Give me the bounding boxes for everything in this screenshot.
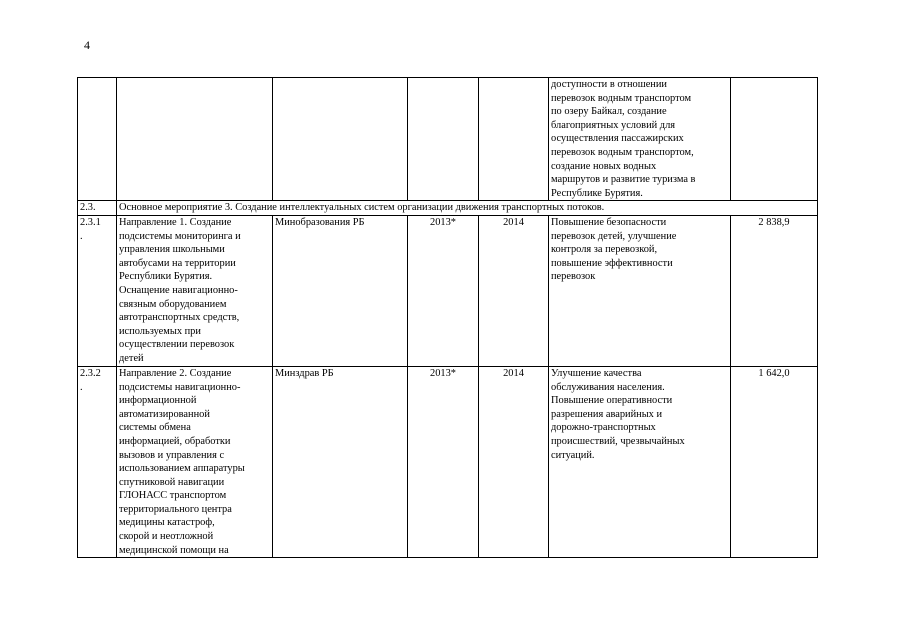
- cell-amount: [731, 78, 818, 201]
- cell-end-year: [479, 78, 549, 201]
- cell-expected-result: Улучшение качества обслуживания населения. Повышение оперативности разрешения аварийных и дорожно-транспортных происшествий, чрезвычайных ситуаций.: [549, 366, 731, 557]
- cell-amount: 1 642,0: [731, 366, 818, 557]
- cell-end-year: 2014: [479, 366, 549, 557]
- cell-expected-result: доступности в отношении перевозок водным транспортом по озеру Байкал, создание благоприятных условий для осуществления пассажирских перевозок водным транспортом, создание новых водных маршрутов и развитие туризма в Республике Бурятия.: [549, 78, 731, 201]
- cell-name: Направление 1. Создание подсистемы мониторинга и управления школьными автобусами на территории Республики Бурятия. Оснащение навигационно- связным оборудованием автотранспортных средств, используемых при осуществлении перевозок детей: [117, 215, 273, 366]
- cell-number: [78, 78, 117, 201]
- cell-start-year: 2013*: [408, 215, 479, 366]
- table-row-2-3-2: [78, 366, 818, 557]
- cell-start-year: 2013*: [408, 366, 479, 557]
- cell-number: 2.3.1 .: [78, 215, 117, 366]
- cell-amount: 2 838,9: [731, 215, 818, 366]
- table-row-2-3-1: [78, 215, 818, 366]
- cell-expected-result: Повышение безопасности перевозок детей, улучшение контроля за перевозкой, повышение эффективности перевозок: [549, 215, 731, 366]
- measures-table: [77, 77, 818, 558]
- cell-number: 2.3.2 .: [78, 366, 117, 557]
- cell-name: Направление 2. Создание подсистемы навигационно- информационной автоматизированной системы обмена информацией, обработки вызовов и управления с использованием аппаратуры спутниковой навигации ГЛОНАСС транспортом территориального центра медицины катастроф, скорой и неотложной медицинской помощи на: [117, 366, 273, 557]
- cell-measure-title: Основное мероприятие 3. Создание интеллектуальных систем организации движения транспортных потоков.: [117, 201, 818, 216]
- cell-executor: [273, 78, 408, 201]
- cell-name: [117, 78, 273, 201]
- cell-executor: Минобразования РБ: [273, 215, 408, 366]
- cell-number: 2.3.: [78, 201, 117, 216]
- table-row-main-measure: [78, 201, 818, 216]
- page-number: 4: [84, 38, 90, 52]
- cell-start-year: [408, 78, 479, 201]
- cell-executor: Минздрав РБ: [273, 366, 408, 557]
- table-row-continuation: [78, 78, 818, 201]
- cell-end-year: 2014: [479, 215, 549, 366]
